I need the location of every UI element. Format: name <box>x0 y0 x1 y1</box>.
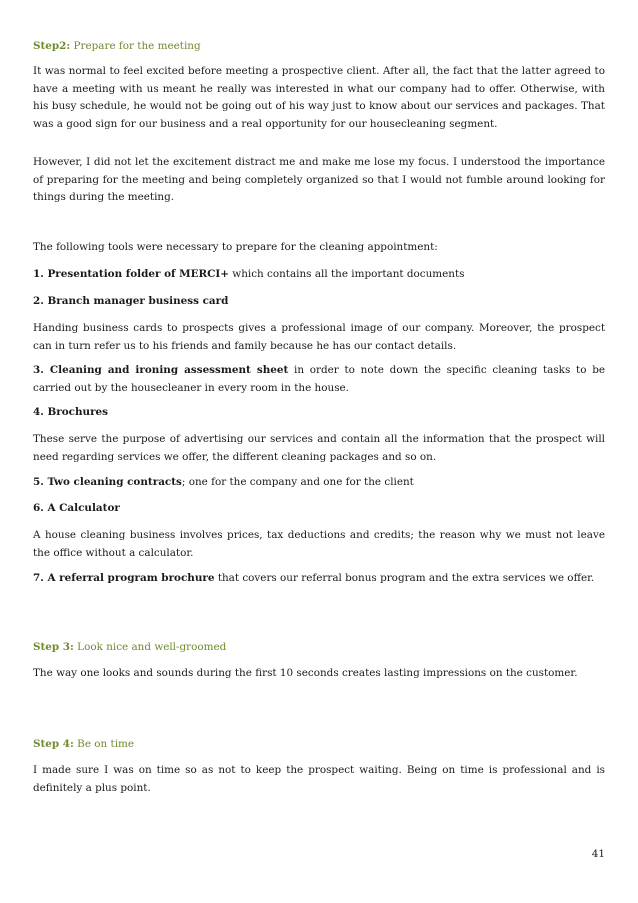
tool-item-6-title-text: 6. A Calculator <box>33 502 120 514</box>
tool-item-3-title: 3. Cleaning and ironing assessment sheet <box>33 364 289 376</box>
step3-heading <box>33 639 605 657</box>
tool-item-6-desc: A house cleaning business involves prices, tax deductions and credits; the reason why we must not leave the office without a calculator. <box>33 529 605 559</box>
tool-item-3 <box>33 362 605 397</box>
step3-paragraph: The way one looks and sounds during the first 10 seconds creates lasting impressions on the customer. <box>33 667 578 679</box>
page-number: 41 <box>591 848 605 860</box>
step4-paragraph: I made sure I was on time so as not to keep the prospect waiting. Being on time is professional and is definitely a plus point. <box>33 764 605 794</box>
tool-item-1-text: which contains all the important documents <box>229 268 465 280</box>
step4-title: Be on time <box>73 738 135 750</box>
tool-item-2-desc: Handing business cards to prospects gives a professional image of our company. Moreover, the prospect can in turn refer us to his friends and family because he has our contact details. <box>33 322 605 352</box>
step2-paragraph-1: It was normal to feel excited before meeting a prospective client. After all, the fact that the latter agreed to have a meeting with us meant he really was interested in what our company had to offer. Otherwise, with his busy schedule, he would not be going out of his way just to know about our services and packages. That was a good sign for our business and a real opportunity for our housecleaning segment. <box>33 65 605 130</box>
tool-item-1 <box>33 266 605 284</box>
step3-title: Look nice and well-groomed <box>73 641 227 653</box>
step4-heading <box>33 736 605 754</box>
tool-item-7 <box>33 570 605 588</box>
tool-item-2-title <box>33 293 605 311</box>
tool-item-4-desc: These serve the purpose of advertising our services and contain all the information that the prospect will need regarding services we offer, the different cleaning packages and so on. <box>33 433 605 463</box>
tool-item-6-title <box>33 500 605 518</box>
tool-item-5-title: 5. Two cleaning contracts <box>33 476 182 488</box>
tool-item-4-title-text: 4. Brochures <box>33 406 109 418</box>
step3-label: Step 3: <box>33 641 74 653</box>
step2-paragraph-2: However, I did not let the excitement distract me and make me lose my focus. I understood the importance of preparing for the meeting and being completely organized so that I would not fumble around looking for things during the meeting. <box>33 156 605 203</box>
step2-label: Step2: <box>33 40 71 52</box>
step2-heading <box>33 38 605 56</box>
tool-item-7-text: that covers our referral bonus program and the extra services we offer. <box>214 572 595 584</box>
tool-item-1-title: 1. Presentation folder of MERCI+ <box>33 268 229 280</box>
tool-item-4-title <box>33 404 605 422</box>
tool-item-5-text: ; one for the company and one for the client <box>181 476 414 488</box>
tool-item-7-title: 7. A referral program brochure <box>33 572 215 584</box>
tool-item-2-title-text: 2. Branch manager business card <box>33 295 229 307</box>
tool-item-5 <box>33 474 605 492</box>
tool-item-3-text: in order to note down the specific cleaning tasks to be carried out by the housecleaner in every room in the house. <box>33 364 606 394</box>
step2-title: Prepare for the meeting <box>70 40 201 52</box>
tools-intro: The following tools were necessary to prepare for the cleaning appointment: <box>33 241 438 253</box>
step4-label: Step 4: <box>33 738 74 750</box>
